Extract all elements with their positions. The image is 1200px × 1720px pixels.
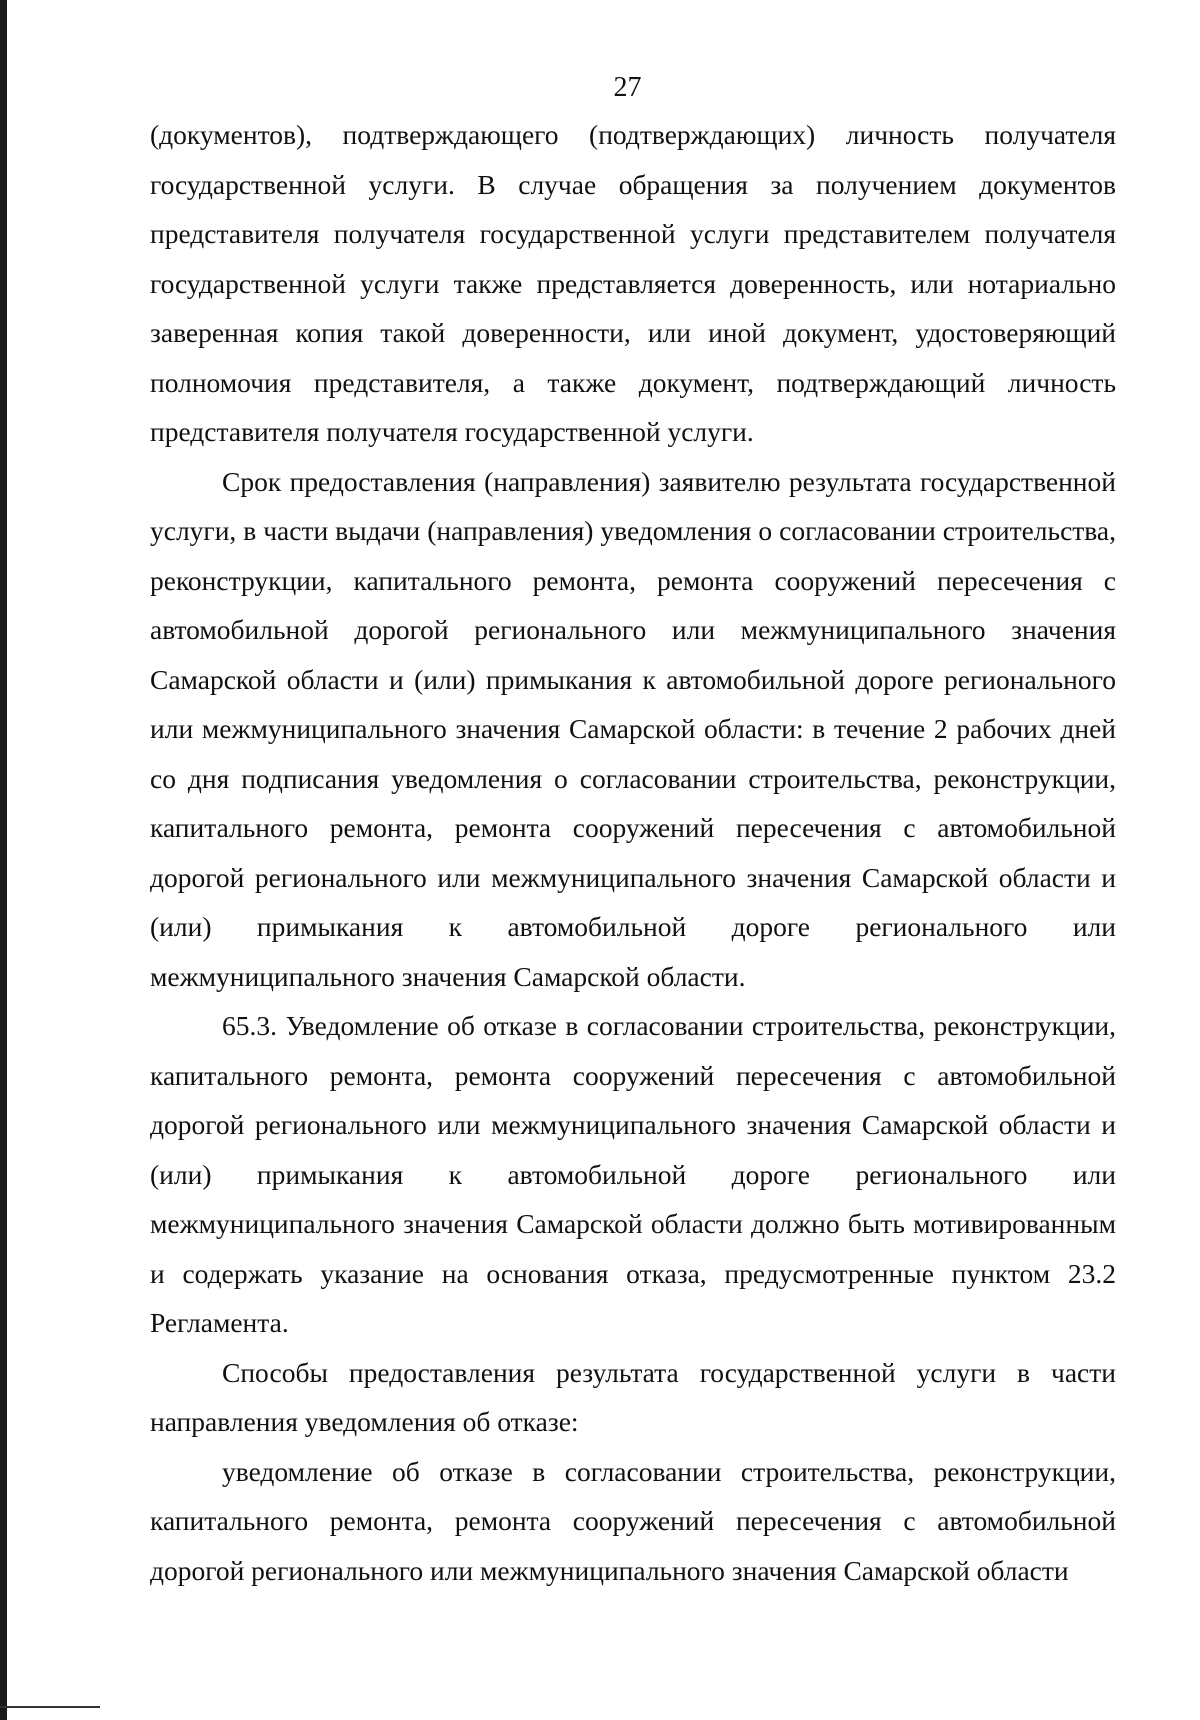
paragraph-refusal-notice: 65.3. Уведомление об отказе в согласовании строительства, реконструкции, капитального ремонта, ремонта сооружений пересечения с автомобильной дорогой регионального или межмуниципального значения Самарской области и (или) примыкания к автомобильной дороге регионального или межмуниципального значения Самарской области должно быть мотивированным и содержать указание на основания отказа, предусмотренные пунктом 23.2 Регламента. [150, 1010, 1116, 1338]
footer-rule [0, 1706, 100, 1708]
paragraph-delivery-methods: Способы предоставления результата государственной услуги в части направления уведомления об отказе: [150, 1356, 1116, 1437]
paragraph-refusal-notice-method: уведомление об отказе в согласовании строительства, реконструкции, капитального ремонта, ремонта сооружений пересечения с автомобильной дорогой регионального или межмуниципального значения Самарской области [150, 1455, 1116, 1586]
page-number: 27 [613, 72, 642, 103]
paragraph-identity-documents: (документов), подтверждающего (подтверждающих) личность получателя государственной услуги. В случае обращения за получением документов представителя получателя государственной услуги представителем получателя государственной услуги также представляется доверенность, или нотариально заверенная копия такой доверенности, или иной документ, удостоверяющий полномочия представителя, а также документ, подтверждающий личность представителя получателя государственной услуги. [150, 119, 1116, 447]
document-body [150, 110, 1116, 1595]
paragraph-delivery-term: Срок предоставления (направления) заявителю результата государственной услуги, в части выдачи (направления) уведомления о согласовании строительства, реконструкции, капитального ремонта, ремонта сооружений пересечения с автомобильной дорогой регионального или межмуниципального значения Самарской области и (или) примыкания к автомобильной дороге регионального или межмуниципального значения Самарской области: в течение 2 рабочих дней со дня подписания уведомления о согласовании строительства, реконструкции, капитального ремонта, ремонта сооружений пересечения с автомобильной дорогой регионального или межмуниципального значения Самарской области и (или) примыкания к автомобильной дороге регионального или межмуниципального значения Самарской области. [150, 465, 1116, 992]
scan-left-edge [0, 0, 7, 1720]
